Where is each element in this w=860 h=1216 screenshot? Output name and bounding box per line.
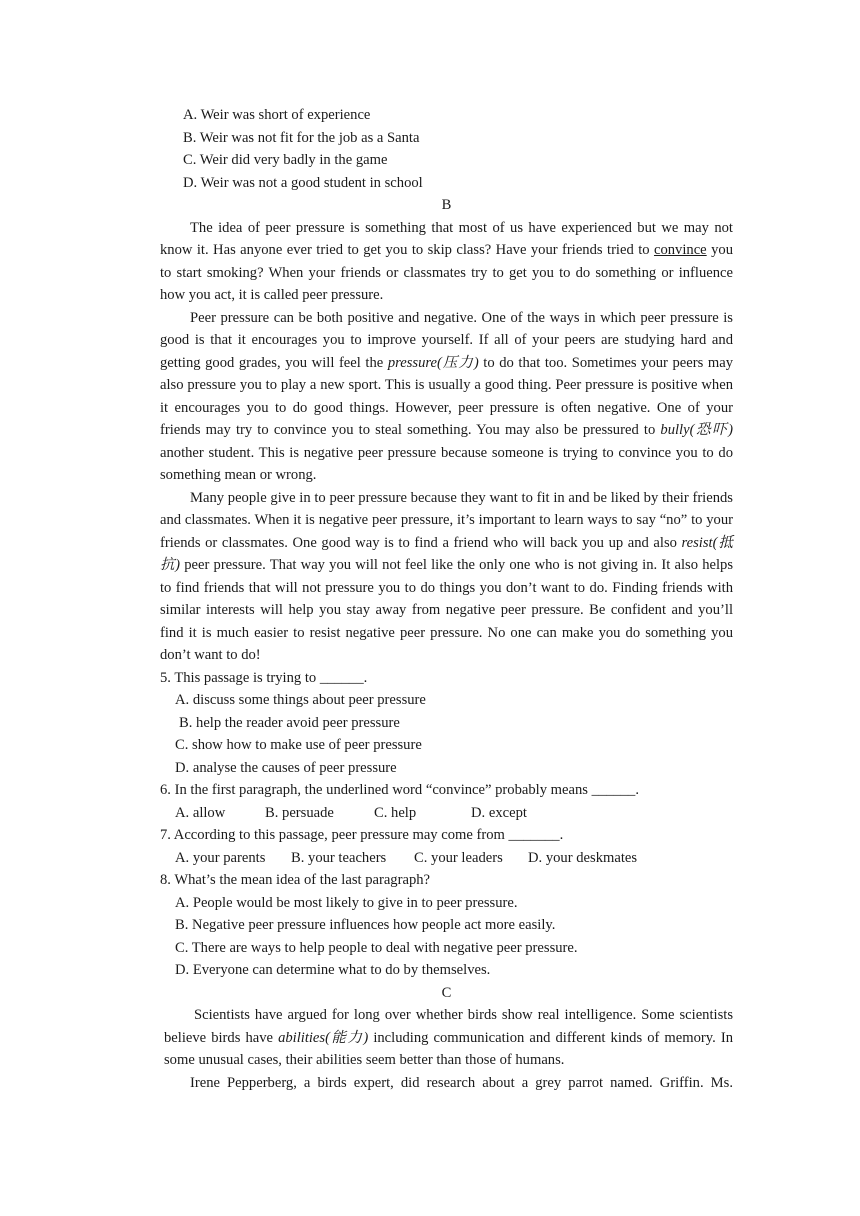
question-7-stem: 7. According to this passage, peer pressure may come from _______. [160, 827, 564, 843]
q5-option-d: D. analyse the causes of peer pressure [175, 759, 397, 776]
question-6-stem: 6. In the first paragraph, the underlined word “convince” probably means ______. [160, 782, 640, 798]
section-c-heading: C [441, 984, 452, 1001]
term-bully: bully(恐吓) [660, 422, 733, 438]
q8-option-d: D. Everyone can determine what to do by themselves. [175, 962, 491, 978]
underlined-word-convince: convince [653, 242, 707, 258]
previous-question-options [160, 104, 733, 194]
passage-b-paragraph-1: The idea of peer pressure is something that most of us have experienced but we may not know it. Has anyone ever tried to get you to skip class? Have your friends tried to convince you to start smoking? When your friends or classmates try to get you to do something or influence how you act, it is called peer pressure. [160, 219, 733, 303]
q8-option-b: B. Negative peer pressure influences how people act more easily. [175, 917, 556, 933]
question-8-stem: 8. What’s the mean idea of the last paragraph? [160, 872, 431, 888]
q5-option-c: C. show how to make use of peer pressure [175, 737, 422, 753]
passage-b-paragraph-2: Peer pressure can be both positive and negative. One of the ways in which peer pressure is good is that it encourages you to improve yourself. If all of your peers are studying hard and getting good grades, you will feel the pressure(压力) to do that too. Sometimes your peers may also pressure you to play a new sport. This is usually a good thing. Peer pressure is positive when it encourages you to do good things. However, peer pressure is often negative. One of your friends may try to convince you to steal something. You may also be pressured to bully(恐吓) another student. This is negative peer pressure because someone is trying to convince you to do something mean or wrong. [160, 309, 733, 483]
q7-option-d: D. your deskmates [528, 849, 638, 866]
q6-option-c: C. help [374, 804, 417, 821]
question-5 [160, 667, 733, 780]
section-b-heading: B [441, 197, 452, 213]
q6-options [160, 802, 733, 825]
q5-option-a: A. discuss some things about peer pressure [175, 692, 426, 708]
option-d: D. Weir was not a good student in school [183, 174, 423, 191]
term-resist: resist(抵抗) [160, 534, 733, 573]
passage-c-paragraph-1: Scientists have argued for long over whether birds show real intelligence. Some scientists believe birds have abilities(能力) including communication and different kinds of memory. In some unusual cases, their abilities seem better than those of humans. [164, 1007, 733, 1068]
q5-option-b: B. help the reader avoid peer pressure [179, 714, 400, 731]
question-8 [160, 869, 733, 982]
q7-option-b: B. your teachers [291, 849, 387, 866]
question-7 [160, 824, 733, 869]
q7-option-a: A. your parents [175, 849, 266, 866]
q8-option-a: A. People would be most likely to give in to peer pressure. [175, 894, 518, 911]
q6-option-a: A. allow [175, 804, 226, 821]
question-6 [160, 779, 733, 824]
term-pressure: pressure(压力) [387, 354, 479, 371]
q6-option-b: B. persuade [265, 804, 334, 821]
q7-option-c: C. your leaders [414, 849, 503, 866]
question-5-stem: 5. This passage is trying to ______. [160, 669, 368, 686]
document-page [160, 104, 733, 1094]
q6-option-d: D. except [471, 804, 527, 821]
passage-b-paragraph-3: Many people give in to peer pressure because they want to fit in and be liked by their friends and classmates. When it is negative peer pressure, it’s important to learn ways to say “no” to your friends or classmates. One good way is to find a friend who will back you up and also resist(抵抗) peer pressure. That way you will not feel like the only one who is not giving in. It also helps to find friends that will not pressure you to do things you don’t want to do. Finding friends with similar interests will help you stay away from negative peer pressure. Be confident and you’ll find it is much easier to resist negative peer pressure. No one can make you do something you don’t want to do! [160, 489, 733, 663]
passage-c-paragraph-2: Irene Pepperberg, a birds expert, did research about a grey parrot named. Griffin. Ms. [190, 1074, 733, 1091]
q8-option-c: C. There are ways to help people to deal with negative peer pressure. [175, 939, 578, 956]
option-c: C. Weir did very badly in the game [183, 152, 388, 168]
q7-options [160, 847, 733, 870]
term-abilities: abilities(能力) [278, 1029, 369, 1046]
option-b: B. Weir was not fit for the job as a Santa [183, 129, 420, 146]
option-a: A. Weir was short of experience [183, 107, 371, 123]
